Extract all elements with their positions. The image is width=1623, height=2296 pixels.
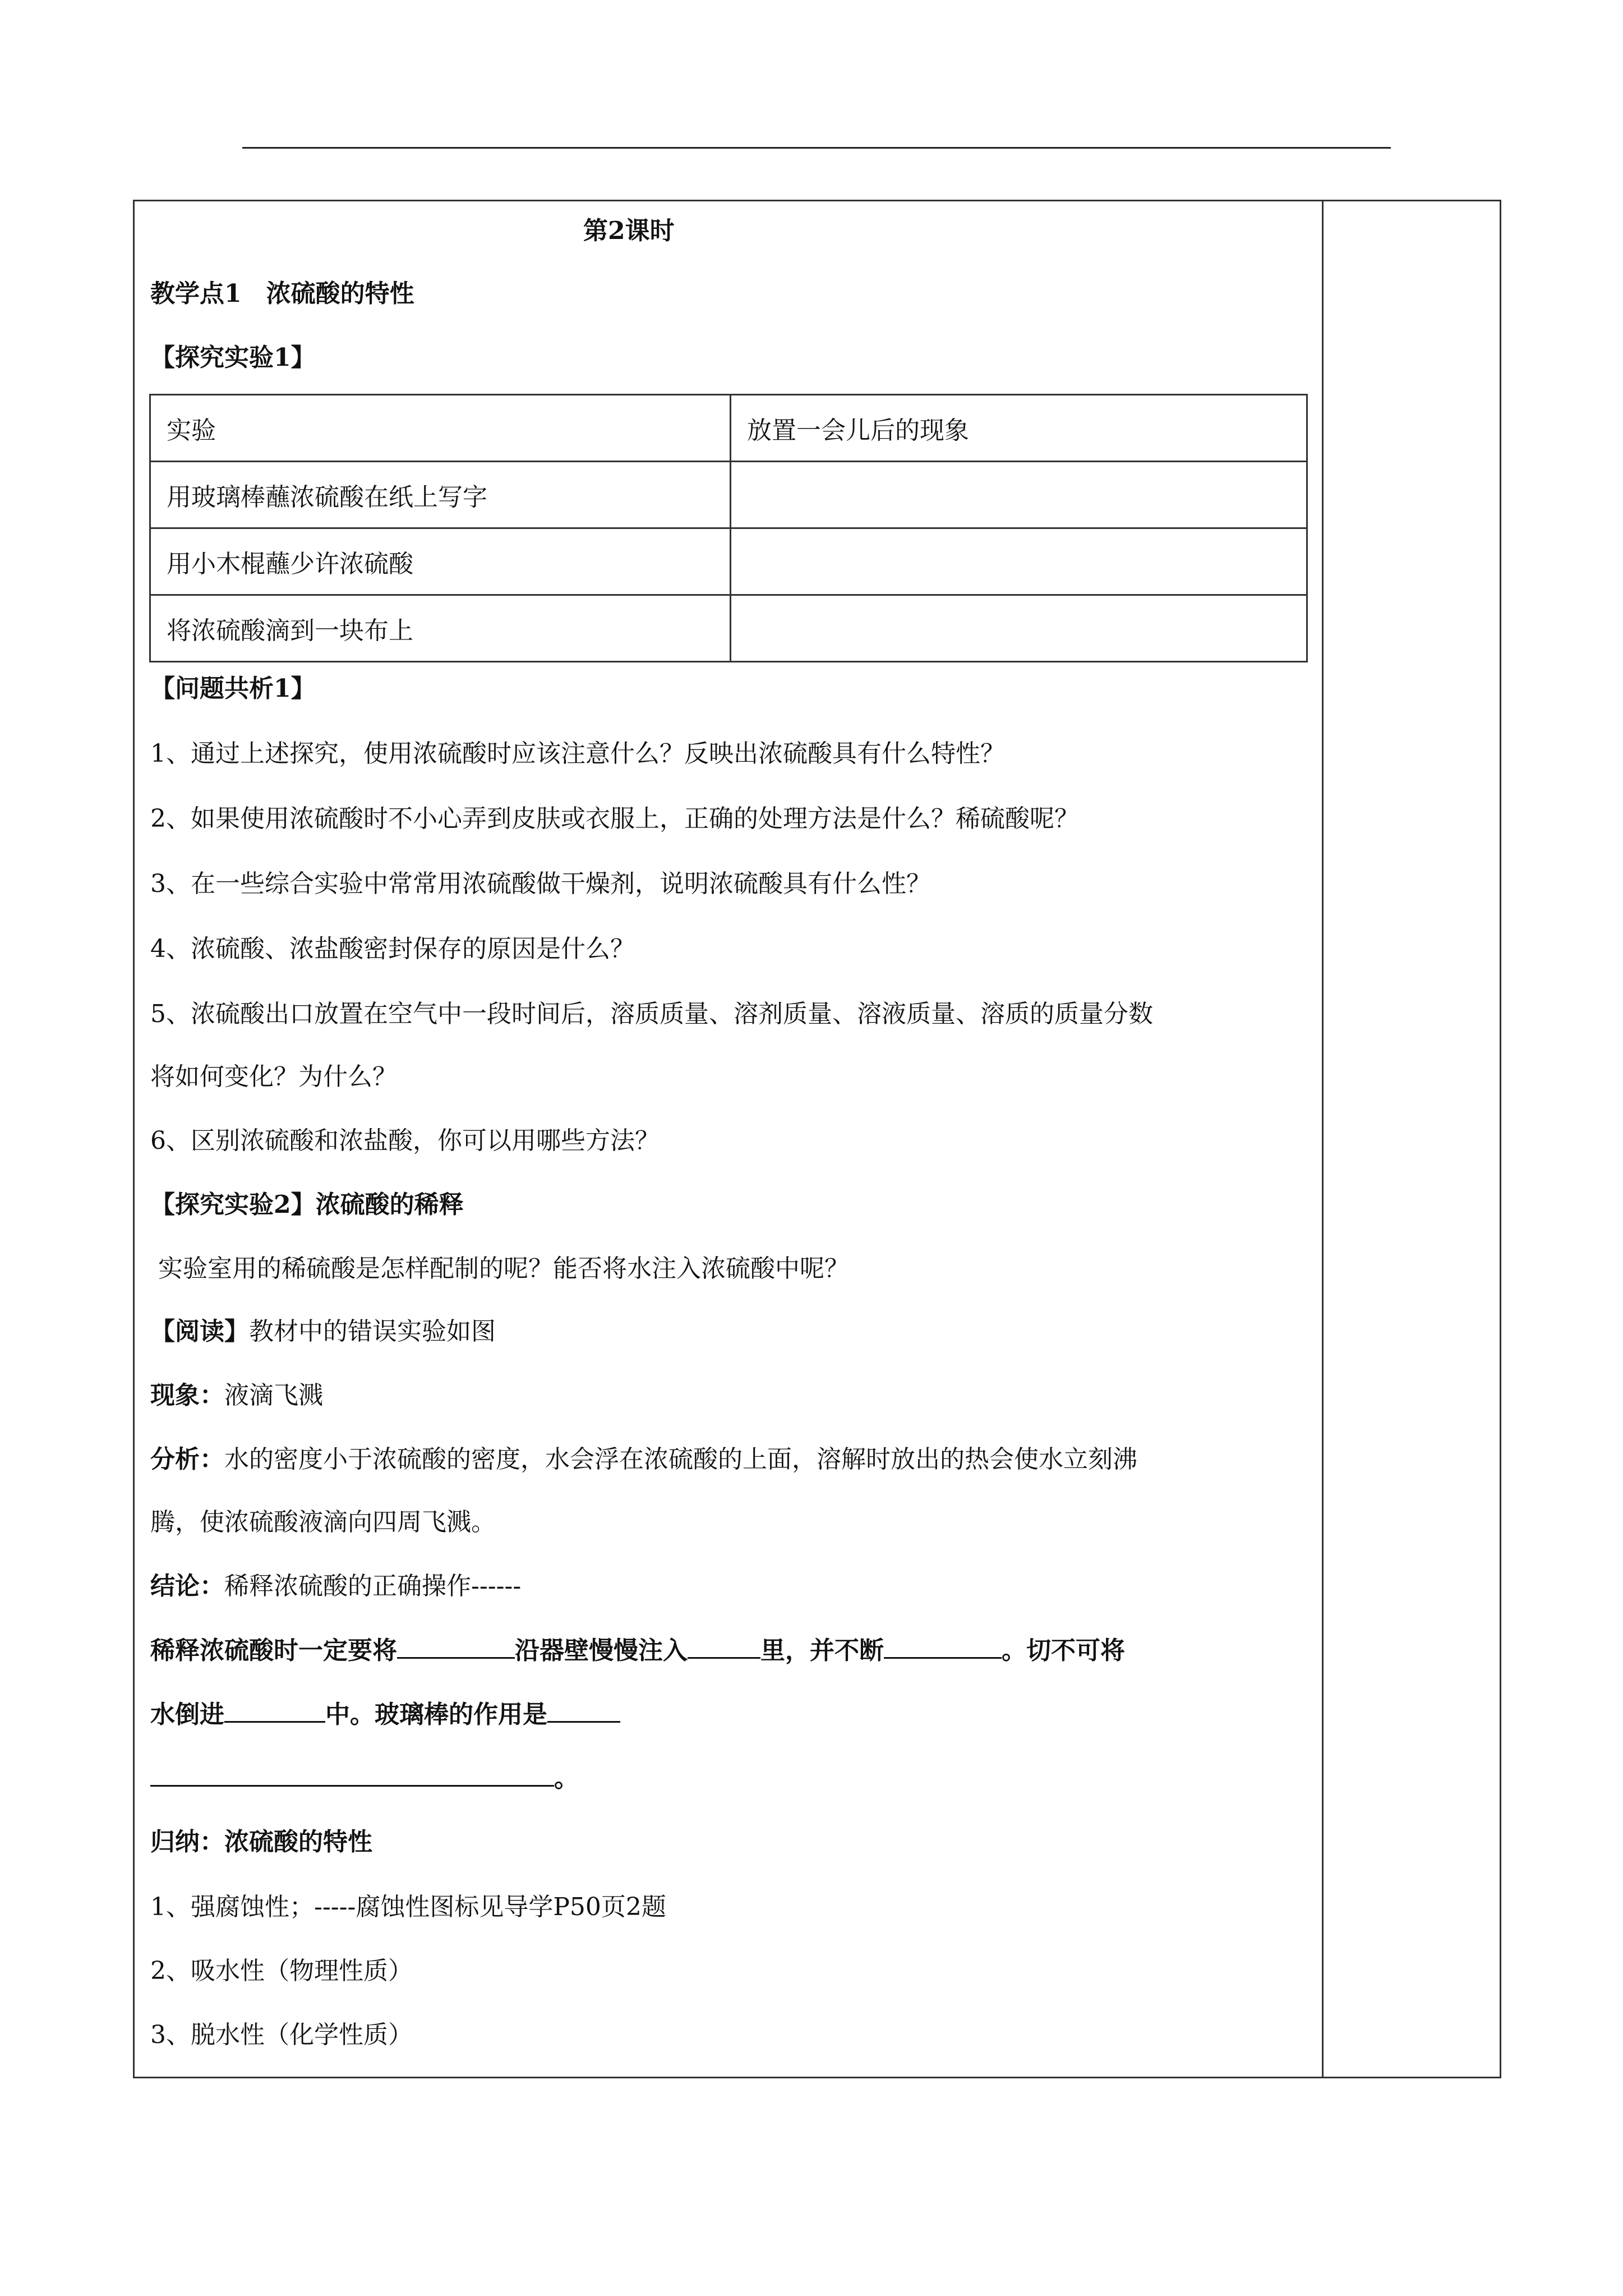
- table-cell-blank: [731, 595, 1307, 662]
- header-rule: [242, 147, 1391, 149]
- explore2-label: 【探究实验2】浓硫酸的稀释: [150, 1190, 464, 1219]
- fill-text: 。: [554, 1764, 579, 1793]
- analysis-text: 水的密度小于浓硫酸的密度，水会浮在浓硫酸的上面，溶解时放出的热会使水立刻沸: [224, 1445, 1137, 1474]
- table-cell: 用小木棍蘸少许浓硫酸: [150, 528, 731, 595]
- fill-in-line-2: [150, 1699, 620, 1731]
- fill-text: 。切不可将: [1002, 1636, 1125, 1665]
- table-header-row: [150, 395, 1307, 462]
- questions-label: 【问题共析1】: [150, 674, 316, 703]
- table-cell: 将浓硫酸滴到一块布上: [150, 595, 731, 662]
- lesson-title: 第2课时: [583, 217, 675, 245]
- read-text: 教材中的错误实验如图: [249, 1317, 496, 1346]
- fill-blank[interactable]: [150, 1763, 554, 1787]
- table-header-cell: 实验: [150, 395, 731, 462]
- fill-text: 里，并不断: [760, 1636, 884, 1665]
- property-item: 1、强腐蚀性；-----腐蚀性图标见导学P50页2题: [150, 1893, 666, 1921]
- fill-blank[interactable]: [884, 1635, 1002, 1659]
- conclusion-text: 稀释浓硫酸的正确操作------: [224, 1572, 522, 1600]
- phenomenon-line: [150, 1380, 323, 1411]
- table-header-cell: 放置一会儿后的现象: [731, 395, 1307, 462]
- question-item: 6、区别浓硫酸和浓盐酸，你可以用哪些方法？: [150, 1126, 660, 1155]
- fill-blank[interactable]: [224, 1699, 325, 1723]
- explore2-question: 实验室用的稀硫酸是怎样配制的呢？能否将水注入浓硫酸中呢？: [158, 1254, 849, 1283]
- table-cell-blank: [731, 528, 1307, 595]
- conclusion-line: [150, 1571, 521, 1602]
- fill-text: 中。玻璃棒的作用是: [325, 1700, 547, 1729]
- question-item: 3、在一些综合实验中常常用浓硫酸做干燥剂，说明浓硫酸具有什么性？: [150, 869, 931, 898]
- fill-text: 稀释浓硫酸时一定要将: [150, 1636, 397, 1665]
- experiment-table: [149, 394, 1308, 662]
- fill-in-line-1: [150, 1635, 1125, 1667]
- question-item: 1、通过上述探究，使用浓硫酸时应该注意什么？反映出浓硫酸具有什么特性？: [150, 739, 1005, 768]
- phenomenon-label: 现象：: [150, 1381, 224, 1410]
- table-cell: 用玻璃棒蘸浓硫酸在纸上写字: [150, 462, 731, 528]
- conclusion-label: 结论：: [150, 1572, 224, 1600]
- question-item: 2、如果使用浓硫酸时不小心弄到皮肤或衣服上，正确的处理方法是什么？稀硫酸呢？: [150, 804, 1079, 833]
- table-cell-blank: [731, 462, 1307, 528]
- property-item: 3、脱水性（化学性质）: [150, 2021, 413, 2049]
- fill-text: 沿器壁慢慢注入: [515, 1636, 688, 1665]
- phenomenon-text: 液滴飞溅: [224, 1381, 323, 1410]
- fill-blank[interactable]: [397, 1635, 515, 1659]
- property-item: 2、吸水性（物理性质）: [150, 1957, 413, 1985]
- fill-in-line-3: [150, 1763, 579, 1795]
- analysis-label: 分析：: [150, 1445, 224, 1474]
- fill-blank[interactable]: [547, 1699, 620, 1723]
- teaching-point-heading: 教学点1 浓硫酸的特性: [150, 279, 414, 308]
- read-label: 【阅读】: [150, 1317, 249, 1346]
- read-line: [150, 1316, 496, 1347]
- table-row: [150, 595, 1307, 662]
- fill-blank[interactable]: [688, 1635, 760, 1659]
- question-item: 5、浓硫酸出口放置在空气中一段时间后，溶质质量、溶剂质量、溶液质量、溶质的质量分数: [150, 1000, 1153, 1028]
- question-item: 4、浓硫酸、浓盐酸密封保存的原因是什么？: [150, 935, 635, 963]
- analysis-line: [150, 1444, 1137, 1475]
- summary-label: 归纳：浓硫酸的特性: [150, 1828, 372, 1856]
- fill-text: 水倒进: [150, 1700, 224, 1729]
- table-row: [150, 462, 1307, 528]
- question-item-continued: 将如何变化？为什么？: [150, 1062, 397, 1091]
- analysis-continued: 腾，使浓硫酸液滴向四周飞溅。: [150, 1508, 496, 1536]
- table-row: [150, 528, 1307, 595]
- explore1-label: 【探究实验1】: [150, 343, 316, 372]
- margin-column-divider: [1322, 200, 1324, 2078]
